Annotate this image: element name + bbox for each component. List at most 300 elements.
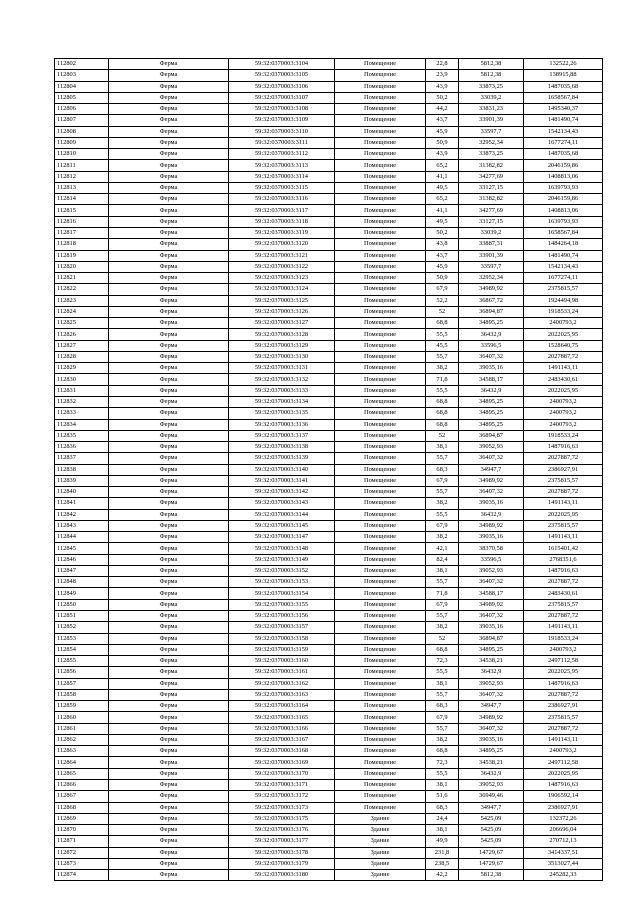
row-number-cell: 112827 [55, 340, 109, 351]
area-cell: 41,1 [426, 171, 459, 182]
cadastral-value-cell: 1484264,18 [524, 239, 603, 250]
area-cell: 44,2 [426, 104, 459, 115]
cadastral-number-cell: 59:32:0370003:3136 [229, 419, 335, 430]
object-name-cell: Ферма [109, 92, 229, 103]
object-name-cell: Ферма [109, 611, 229, 622]
cadastral-value-cell: 2768351,6 [524, 554, 603, 565]
object-type-cell: Помещение [335, 802, 426, 813]
row-number-cell: 112866 [55, 780, 109, 791]
table-row [55, 182, 603, 193]
row-number-cell: 112842 [55, 509, 109, 520]
area-cell: 43,8 [426, 239, 459, 250]
object-name-cell: Ферма [109, 194, 229, 205]
cadastral-value-cell: 1491143,11 [524, 498, 603, 509]
table-row [55, 701, 603, 712]
object-name-cell: Ферма [109, 137, 229, 148]
object-name-cell: Ферма [109, 295, 229, 306]
area-cell: 23,9 [426, 70, 459, 81]
area-cell: 231,8 [426, 847, 459, 858]
cadastral-number-cell: 59:32:0370003:3177 [229, 836, 335, 847]
cadastral-number-cell: 59:32:0370003:3147 [229, 532, 335, 543]
object-type-cell: Помещение [335, 59, 426, 70]
object-name-cell: Ферма [109, 858, 229, 869]
object-name-cell: Ферма [109, 622, 229, 633]
cadastral-number-cell: 59:32:0370003:3112 [229, 149, 335, 160]
cadastral-number-cell: 59:32:0370003:3169 [229, 757, 335, 768]
object-name-cell: Ферма [109, 273, 229, 284]
object-type-cell: Помещение [335, 656, 426, 667]
area-cell: 50,9 [426, 273, 459, 284]
row-number-cell: 112838 [55, 464, 109, 475]
cadastral-cost-per-unit-cell: 34989,92 [459, 599, 524, 610]
row-number-cell: 112821 [55, 273, 109, 284]
object-name-cell: Ферма [109, 149, 229, 160]
cadastral-value-cell: 2022025,95 [524, 667, 603, 678]
cadastral-value-cell: 2400793,2 [524, 318, 603, 329]
object-name-cell: Ферма [109, 408, 229, 419]
cadastral-number-cell: 59:32:0370003:3144 [229, 509, 335, 520]
area-cell: 67,9 [426, 520, 459, 531]
object-type-cell: Помещение [335, 81, 426, 92]
cadastral-number-cell: 59:32:0370003:3127 [229, 318, 335, 329]
object-type-cell: Помещение [335, 149, 426, 160]
object-name-cell: Ферма [109, 227, 229, 238]
row-number-cell: 112848 [55, 577, 109, 588]
cadastral-number-cell: 59:32:0370003:3156 [229, 611, 335, 622]
area-cell: 67,9 [426, 284, 459, 295]
object-name-cell: Ферма [109, 329, 229, 340]
cadastral-value-cell: 2375815,57 [524, 284, 603, 295]
object-name-cell: Ферма [109, 813, 229, 824]
object-name-cell: Ферма [109, 599, 229, 610]
table-row [55, 520, 603, 531]
cadastral-value-cell: 2400793,2 [524, 644, 603, 655]
cadastral-value-cell: 2027887,72 [524, 453, 603, 464]
table-row [55, 599, 603, 610]
cadastral-cost-per-unit-cell: 34538,21 [459, 757, 524, 768]
cadastral-cost-per-unit-cell: 34277,69 [459, 171, 524, 182]
row-number-cell: 112829 [55, 363, 109, 374]
cadastral-cost-per-unit-cell: 39052,93 [459, 442, 524, 453]
object-name-cell: Ферма [109, 318, 229, 329]
object-type-cell: Помещение [335, 611, 426, 622]
cadastral-value-cell: 1487916,63 [524, 565, 603, 576]
object-type-cell: Помещение [335, 554, 426, 565]
area-cell: 43,7 [426, 250, 459, 261]
area-cell: 52 [426, 633, 459, 644]
cadastral-number-cell: 59:32:0370003:3126 [229, 306, 335, 317]
area-cell: 55,7 [426, 487, 459, 498]
cadastral-number-cell: 59:32:0370003:3166 [229, 723, 335, 734]
object-type-cell: Здание [335, 870, 426, 881]
table-row [55, 239, 603, 250]
cadastral-number-cell: 59:32:0370003:3173 [229, 802, 335, 813]
cadastral-value-cell: 2022025,95 [524, 329, 603, 340]
cadastral-number-cell: 59:32:0370003:3172 [229, 791, 335, 802]
table-row [55, 611, 603, 622]
object-type-cell: Помещение [335, 453, 426, 464]
table-row [55, 509, 603, 520]
object-name-cell: Ферма [109, 419, 229, 430]
cadastral-cost-per-unit-cell: 36432,9 [459, 667, 524, 678]
object-type-cell: Помещение [335, 588, 426, 599]
area-cell: 55,7 [426, 351, 459, 362]
cadastral-number-cell: 59:32:0370003:3106 [229, 81, 335, 92]
table-row [55, 92, 603, 103]
cadastral-value-cell: 2022025,95 [524, 768, 603, 779]
cadastral-number-cell: 59:32:0370003:3115 [229, 182, 335, 193]
cadastral-number-cell: 59:32:0370003:3132 [229, 374, 335, 385]
object-type-cell: Помещение [335, 295, 426, 306]
row-number-cell: 112850 [55, 599, 109, 610]
cadastral-number-cell: 59:32:0370003:3163 [229, 689, 335, 700]
area-cell: 55,5 [426, 329, 459, 340]
cadastral-cost-per-unit-cell: 39035,16 [459, 622, 524, 633]
object-name-cell: Ферма [109, 464, 229, 475]
object-name-cell: Ферма [109, 104, 229, 115]
object-type-cell: Помещение [335, 70, 426, 81]
row-number-cell: 112806 [55, 104, 109, 115]
cadastral-value-cell: 1542134,43 [524, 126, 603, 137]
area-cell: 55,7 [426, 689, 459, 700]
cadastral-cost-per-unit-cell: 5425,09 [459, 813, 524, 824]
cadastral-cost-per-unit-cell: 33596,5 [459, 554, 524, 565]
table-row [55, 205, 603, 216]
row-number-cell: 112849 [55, 588, 109, 599]
object-type-cell: Помещение [335, 543, 426, 554]
cadastral-number-cell: 59:32:0370003:3165 [229, 712, 335, 723]
register-table-sheet [54, 58, 602, 881]
object-name-cell: Ферма [109, 171, 229, 182]
cadastral-number-cell: 59:32:0370003:3158 [229, 633, 335, 644]
object-type-cell: Помещение [335, 306, 426, 317]
cadastral-cost-per-unit-cell: 36407,32 [459, 689, 524, 700]
object-type-cell: Помещение [335, 622, 426, 633]
area-cell: 55,5 [426, 385, 459, 396]
row-number-cell: 112872 [55, 847, 109, 858]
area-cell: 65,2 [426, 194, 459, 205]
object-name-cell: Ферма [109, 723, 229, 734]
cadastral-number-cell: 59:32:0370003:3122 [229, 261, 335, 272]
object-type-cell: Помещение [335, 385, 426, 396]
table-row [55, 70, 603, 81]
cadastral-value-cell: 2046159,86 [524, 160, 603, 171]
cadastral-value-cell: 2375815,57 [524, 712, 603, 723]
cadastral-number-cell: 59:32:0370003:3124 [229, 284, 335, 295]
object-type-cell: Помещение [335, 408, 426, 419]
table-row [55, 565, 603, 576]
object-name-cell: Ферма [109, 396, 229, 407]
table-row [55, 847, 603, 858]
row-number-cell: 112851 [55, 611, 109, 622]
cadastral-value-cell: 1918533,24 [524, 306, 603, 317]
object-name-cell: Ферма [109, 768, 229, 779]
object-name-cell: Ферма [109, 205, 229, 216]
cadastral-number-cell: 59:32:0370003:3133 [229, 385, 335, 396]
cadastral-cost-per-unit-cell: 34277,69 [459, 205, 524, 216]
cadastral-value-cell: 2375815,57 [524, 475, 603, 486]
object-type-cell: Помещение [335, 498, 426, 509]
table-row [55, 780, 603, 791]
row-number-cell: 112859 [55, 701, 109, 712]
object-name-cell: Ферма [109, 182, 229, 193]
area-cell: 49,9 [426, 836, 459, 847]
cadastral-number-cell: 59:32:0370003:3152 [229, 565, 335, 576]
cadastral-cost-per-unit-cell: 36407,32 [459, 723, 524, 734]
object-type-cell: Помещение [335, 689, 426, 700]
table-row [55, 216, 603, 227]
table-row [55, 273, 603, 284]
row-number-cell: 112840 [55, 487, 109, 498]
area-cell: 38,1 [426, 678, 459, 689]
table-row [55, 858, 603, 869]
table-row [55, 757, 603, 768]
table-row [55, 746, 603, 757]
row-number-cell: 112873 [55, 858, 109, 869]
row-number-cell: 112869 [55, 813, 109, 824]
table-row [55, 577, 603, 588]
row-number-cell: 112870 [55, 825, 109, 836]
table-row [55, 419, 603, 430]
area-cell: 68,8 [426, 419, 459, 430]
area-cell: 55,5 [426, 667, 459, 678]
object-name-cell: Ферма [109, 509, 229, 520]
cadastral-cost-per-unit-cell: 14729,67 [459, 847, 524, 858]
cadastral-number-cell: 59:32:0370003:3179 [229, 858, 335, 869]
cadastral-value-cell: 2497112,58 [524, 656, 603, 667]
table-row [55, 329, 603, 340]
object-type-cell: Помещение [335, 757, 426, 768]
cadastral-cost-per-unit-cell: 31382,82 [459, 160, 524, 171]
object-type-cell: Помещение [335, 532, 426, 543]
object-type-cell: Помещение [335, 363, 426, 374]
cadastral-number-cell: 59:32:0370003:3171 [229, 780, 335, 791]
cadastral-value-cell: 1906592,14 [524, 791, 603, 802]
area-cell: 55,7 [426, 723, 459, 734]
cadastral-number-cell: 59:32:0370003:3123 [229, 273, 335, 284]
object-name-cell: Ферма [109, 216, 229, 227]
area-cell: 68,8 [426, 318, 459, 329]
cadastral-value-cell: 2497112,58 [524, 757, 603, 768]
cadastral-value-cell: 1918533,24 [524, 430, 603, 441]
object-type-cell: Помещение [335, 92, 426, 103]
table-row [55, 171, 603, 182]
cadastral-number-cell: 59:32:0370003:3129 [229, 340, 335, 351]
object-type-cell: Помещение [335, 644, 426, 655]
table-row [55, 532, 603, 543]
table-row [55, 374, 603, 385]
row-number-cell: 112810 [55, 149, 109, 160]
cadastral-cost-per-unit-cell: 36894,87 [459, 306, 524, 317]
cadastral-cost-per-unit-cell: 36407,32 [459, 577, 524, 588]
cadastral-cost-per-unit-cell: 36432,9 [459, 385, 524, 396]
cadastral-number-cell: 59:32:0370003:3142 [229, 487, 335, 498]
row-number-cell: 112854 [55, 644, 109, 655]
cadastral-value-cell: 2386927,91 [524, 701, 603, 712]
area-cell: 51,6 [426, 791, 459, 802]
area-cell: 55,7 [426, 577, 459, 588]
table-row [55, 430, 603, 441]
cadastral-number-cell: 59:32:0370003:3116 [229, 194, 335, 205]
table-row [55, 475, 603, 486]
object-name-cell: Ферма [109, 633, 229, 644]
object-type-cell: Помещение [335, 340, 426, 351]
object-name-cell: Ферма [109, 340, 229, 351]
object-type-cell: Здание [335, 858, 426, 869]
cadastral-value-cell: 2027887,72 [524, 723, 603, 734]
row-number-cell: 112803 [55, 70, 109, 81]
object-name-cell: Ферма [109, 644, 229, 655]
object-type-cell: Помещение [335, 115, 426, 126]
area-cell: 72,3 [426, 656, 459, 667]
cadastral-cost-per-unit-cell: 34989,92 [459, 712, 524, 723]
area-cell: 52,2 [426, 295, 459, 306]
cadastral-number-cell: 59:32:0370003:3111 [229, 137, 335, 148]
object-name-cell: Ферма [109, 543, 229, 554]
table-row [55, 227, 603, 238]
cadastral-cost-per-unit-cell: 39052,93 [459, 678, 524, 689]
object-type-cell: Помещение [335, 746, 426, 757]
object-type-cell: Помещение [335, 712, 426, 723]
object-type-cell: Помещение [335, 577, 426, 588]
row-number-cell: 112811 [55, 160, 109, 171]
table-row [55, 363, 603, 374]
object-type-cell: Помещение [335, 318, 426, 329]
row-number-cell: 112865 [55, 768, 109, 779]
object-type-cell: Помещение [335, 329, 426, 340]
row-number-cell: 112858 [55, 689, 109, 700]
cadastral-cost-per-unit-cell: 36894,87 [459, 430, 524, 441]
row-number-cell: 112808 [55, 126, 109, 137]
row-number-cell: 112805 [55, 92, 109, 103]
cadastral-value-cell: 1481490,74 [524, 115, 603, 126]
cadastral-number-cell: 59:32:0370003:3117 [229, 205, 335, 216]
row-number-cell: 112802 [55, 59, 109, 70]
cadastral-value-cell: 1491143,11 [524, 363, 603, 374]
cadastral-cost-per-unit-cell: 33039,2 [459, 227, 524, 238]
area-cell: 50,2 [426, 92, 459, 103]
cadastral-cost-per-unit-cell: 36407,32 [459, 611, 524, 622]
object-type-cell: Помещение [335, 430, 426, 441]
area-cell: 38,2 [426, 622, 459, 633]
object-name-cell: Ферма [109, 791, 229, 802]
cadastral-value-cell: 138915,88 [524, 70, 603, 81]
cadastral-value-cell: 2400793,2 [524, 746, 603, 757]
object-name-cell: Ферма [109, 734, 229, 745]
cadastral-value-cell: 2022025,95 [524, 509, 603, 520]
cadastral-value-cell: 2027887,72 [524, 351, 603, 362]
table-row [55, 137, 603, 148]
cadastral-cost-per-unit-cell: 34895,25 [459, 396, 524, 407]
object-type-cell: Помещение [335, 250, 426, 261]
object-name-cell: Ферма [109, 385, 229, 396]
object-type-cell: Помещение [335, 667, 426, 678]
cadastral-value-cell: 3414337,51 [524, 847, 603, 858]
cadastral-number-cell: 59:32:0370003:3141 [229, 475, 335, 486]
cadastral-value-cell: 2386927,91 [524, 464, 603, 475]
area-cell: 38,2 [426, 498, 459, 509]
cadastral-cost-per-unit-cell: 34895,25 [459, 318, 524, 329]
cadastral-cost-per-unit-cell: 39035,16 [459, 498, 524, 509]
cadastral-value-cell: 1658567,84 [524, 92, 603, 103]
cadastral-number-cell: 59:32:0370003:3178 [229, 847, 335, 858]
row-number-cell: 112830 [55, 374, 109, 385]
object-name-cell: Ферма [109, 870, 229, 881]
row-number-cell: 112825 [55, 318, 109, 329]
cadastral-cost-per-unit-cell: 39035,16 [459, 363, 524, 374]
cadastral-number-cell: 59:32:0370003:3119 [229, 227, 335, 238]
object-type-cell: Помещение [335, 464, 426, 475]
table-row [55, 160, 603, 171]
row-number-cell: 112812 [55, 171, 109, 182]
area-cell: 55,5 [426, 509, 459, 520]
row-number-cell: 112816 [55, 216, 109, 227]
object-type-cell: Здание [335, 813, 426, 824]
cadastral-value-cell: 1677274,11 [524, 137, 603, 148]
cadastral-number-cell: 59:32:0370003:3176 [229, 825, 335, 836]
object-name-cell: Ферма [109, 701, 229, 712]
cadastral-number-cell: 59:32:0370003:3135 [229, 408, 335, 419]
table-row [55, 115, 603, 126]
area-cell: 68,8 [426, 644, 459, 655]
table-row [55, 250, 603, 261]
cadastral-value-cell: 1487035,68 [524, 149, 603, 160]
row-number-cell: 112852 [55, 622, 109, 633]
cadastral-cost-per-unit-cell: 33901,39 [459, 250, 524, 261]
cadastral-cost-per-unit-cell: 33597,7 [459, 126, 524, 137]
object-name-cell: Ферма [109, 487, 229, 498]
cadastral-cost-per-unit-cell: 36407,32 [459, 487, 524, 498]
cadastral-value-cell: 2022025,95 [524, 385, 603, 396]
area-cell: 71,8 [426, 374, 459, 385]
cadastral-cost-per-unit-cell: 36432,9 [459, 509, 524, 520]
cadastral-cost-per-unit-cell: 33597,7 [459, 261, 524, 272]
object-name-cell: Ферма [109, 498, 229, 509]
cadastral-value-cell: 1408813,06 [524, 205, 603, 216]
cadastral-number-cell: 59:32:0370003:3104 [229, 59, 335, 70]
object-name-cell: Ферма [109, 520, 229, 531]
row-number-cell: 112834 [55, 419, 109, 430]
object-type-cell: Помещение [335, 171, 426, 182]
cadastral-number-cell: 59:32:0370003:3161 [229, 667, 335, 678]
area-cell: 55,5 [426, 768, 459, 779]
cadastral-cost-per-unit-cell: 5812,38 [459, 870, 524, 881]
object-type-cell: Помещение [335, 396, 426, 407]
object-type-cell: Помещение [335, 599, 426, 610]
object-name-cell: Ферма [109, 847, 229, 858]
cadastral-value-cell: 2400793,2 [524, 408, 603, 419]
cadastral-value-cell: 1487916,63 [524, 442, 603, 453]
cadastral-cost-per-unit-cell: 33831,23 [459, 104, 524, 115]
object-name-cell: Ферма [109, 81, 229, 92]
object-name-cell: Ферма [109, 678, 229, 689]
area-cell: 68,3 [426, 701, 459, 712]
cadastral-value-cell: 1491143,11 [524, 532, 603, 543]
object-type-cell: Помещение [335, 126, 426, 137]
cadastral-number-cell: 59:32:0370003:3175 [229, 813, 335, 824]
cadastral-cost-per-unit-cell: 39052,93 [459, 565, 524, 576]
object-type-cell: Помещение [335, 160, 426, 171]
table-row [55, 487, 603, 498]
object-name-cell: Ферма [109, 284, 229, 295]
area-cell: 38,2 [426, 734, 459, 745]
row-number-cell: 112819 [55, 250, 109, 261]
cadastral-cost-per-unit-cell: 33873,25 [459, 81, 524, 92]
cadastral-value-cell: 1487035,68 [524, 81, 603, 92]
object-name-cell: Ферма [109, 588, 229, 599]
area-cell: 68,8 [426, 408, 459, 419]
cadastral-value-cell: 2027887,72 [524, 611, 603, 622]
